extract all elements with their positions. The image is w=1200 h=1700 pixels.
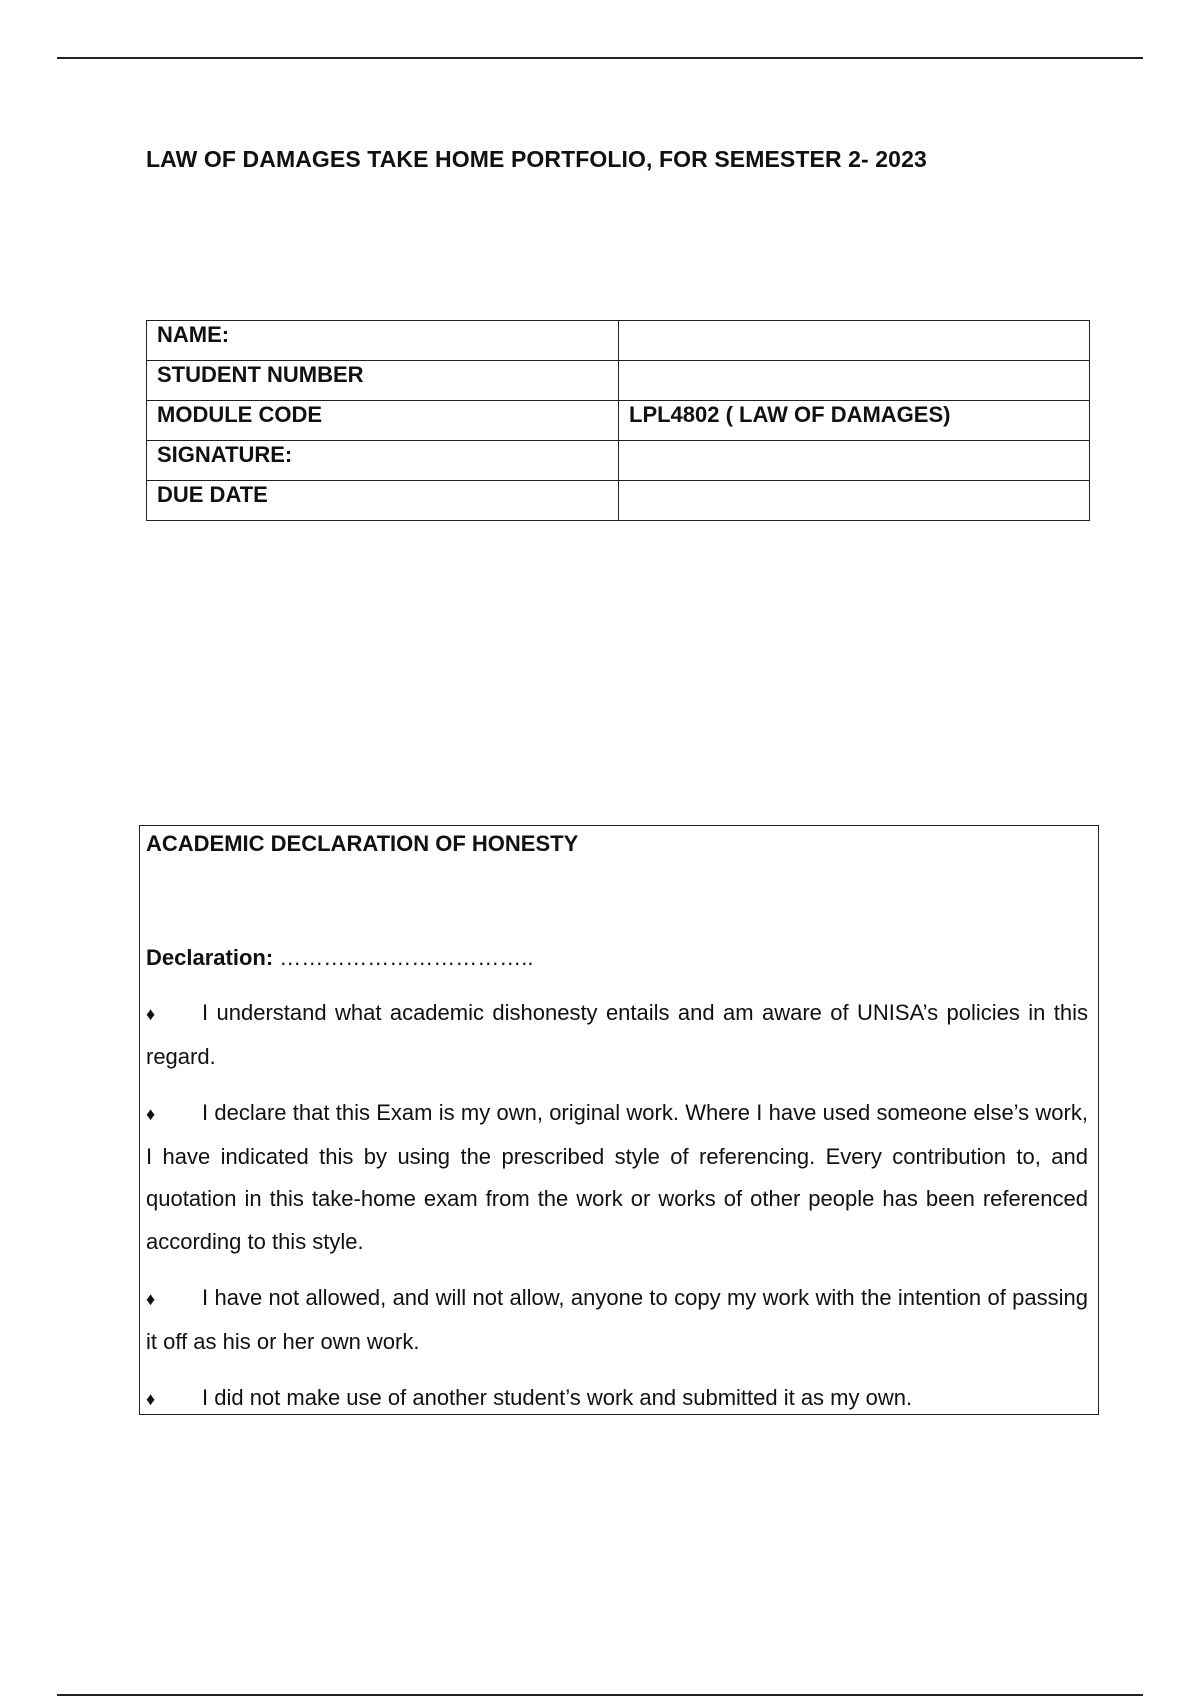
statement-text: I have not allowed, and will not allow, anyone to copy my work with the intention of passing it off as his or her own work. [146, 1285, 1088, 1354]
due-date-value [619, 481, 1090, 521]
declaration-box [139, 825, 1099, 1415]
table-row [147, 481, 1090, 521]
document-title: LAW OF DAMAGES TAKE HOME PORTFOLIO, FOR SEMESTER 2- 2023 [146, 146, 927, 172]
table-row [147, 361, 1090, 401]
header-rule [57, 57, 1143, 59]
statement-text: I understand what academic dishonesty entails and am aware of UNISA’s policies in this regard. [146, 1000, 1088, 1069]
statement-text: I did not make use of another student’s work and submitted it as my own. [202, 1385, 913, 1410]
declaration-dots: …………………………….. [279, 945, 534, 970]
due-date-label: DUE DATE [147, 481, 619, 521]
module-code-label: MODULE CODE [147, 401, 619, 441]
table-row [147, 321, 1090, 361]
name-value [619, 321, 1090, 361]
diamond-bullet-icon: ♦ [146, 1004, 156, 1024]
statement-text: I declare that this Exam is my own, original work. Where I have used someone else’s work, I have indicated this by using the prescribed style of referencing. Every contribution to, and quotation in this take-home exam from the work or works of other people has been referenced according to this style. [146, 1100, 1088, 1254]
student-number-label: STUDENT NUMBER [147, 361, 619, 401]
declaration-line [146, 944, 1088, 972]
declaration-statement [146, 1092, 1088, 1263]
table-row [147, 441, 1090, 481]
declaration-heading: ACADEMIC DECLARATION OF HONESTY [146, 831, 579, 856]
diamond-bullet-icon: ♦ [146, 1389, 156, 1409]
footer-rule [57, 1694, 1143, 1696]
declaration-label: Declaration: [146, 945, 274, 970]
signature-label: SIGNATURE: [147, 441, 619, 481]
declaration-statement [146, 992, 1088, 1078]
student-number-value [619, 361, 1090, 401]
declaration-statement [146, 1377, 1088, 1421]
student-info-table [146, 320, 1090, 521]
name-label: NAME: [147, 321, 619, 361]
declaration-statement [146, 1277, 1088, 1363]
signature-value [619, 441, 1090, 481]
diamond-bullet-icon: ♦ [146, 1104, 156, 1124]
diamond-bullet-icon: ♦ [146, 1289, 156, 1309]
table-row [147, 401, 1090, 441]
module-code-value: LPL4802 ( LAW OF DAMAGES) [619, 401, 1090, 441]
